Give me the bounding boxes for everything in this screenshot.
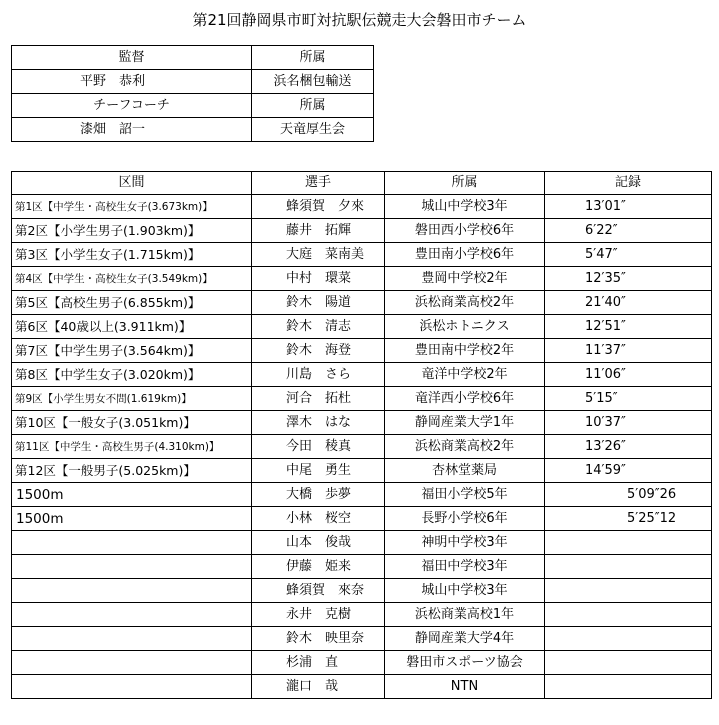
staff-row [12, 118, 374, 142]
team-cell: 静岡産業大学4年 [385, 627, 545, 651]
team-cell: 浜松商業高校2年 [385, 435, 545, 459]
record-cell: 6′22″ [545, 219, 712, 243]
page-title: 第21回静岡県市町対抗駅伝競走大会磐田市チーム [192, 11, 527, 29]
section-cell: 第6区【40歳以上(3.911km)】 [12, 315, 252, 339]
section-cell: 第8区【中学生女子(3.020km)】 [12, 363, 252, 387]
team-cell: 竜洋西小学校6年 [385, 387, 545, 411]
staff-row [12, 94, 374, 118]
record-cell [545, 627, 712, 651]
staff-affiliation: 天竜厚生会 [252, 118, 374, 142]
table-row [12, 459, 712, 483]
record-cell [545, 651, 712, 675]
record-cell: 11′37″ [545, 339, 712, 363]
section-cell [12, 531, 252, 555]
staff-role-label: 監督 [12, 46, 252, 70]
record-cell: 12′51″ [545, 315, 712, 339]
table-row [12, 195, 712, 219]
runner-cell: 山本 俊哉 [252, 531, 385, 555]
team-cell: 浜松ホトニクス [385, 315, 545, 339]
header-record: 記録 [545, 172, 712, 195]
record-cell: 13′01″ [545, 195, 712, 219]
record-cell: 5′47″ [545, 243, 712, 267]
record-cell: 10′37″ [545, 411, 712, 435]
runner-cell: 河合 拓杜 [252, 387, 385, 411]
table-row [12, 291, 712, 315]
header-team: 所属 [385, 172, 545, 195]
record-cell: 14′59″ [545, 459, 712, 483]
team-cell: 豊田南小学校6年 [385, 243, 545, 267]
staff-name: 平野 恭利 [12, 70, 252, 94]
section-cell: 第1区【中学生・高校生女子(3.673km)】 [12, 195, 252, 219]
record-cell: 5′09″26 [545, 483, 712, 507]
team-roster-table [11, 171, 712, 699]
runner-cell: 藤井 拓輝 [252, 219, 385, 243]
runner-cell: 中村 環菜 [252, 267, 385, 291]
runner-cell: 伊藤 姫来 [252, 555, 385, 579]
runner-cell: 永井 克樹 [252, 603, 385, 627]
team-cell: 城山中学校3年 [385, 195, 545, 219]
section-cell: 第2区【小学生男子(1.903km)】 [12, 219, 252, 243]
table-row [12, 267, 712, 291]
runner-cell: 杉浦 直 [252, 651, 385, 675]
header-section: 区間 [12, 172, 252, 195]
runner-cell: 鈴木 陽道 [252, 291, 385, 315]
section-cell: 第3区【小学生女子(1.715km)】 [12, 243, 252, 267]
section-cell: 第5区【高校生男子(6.855km)】 [12, 291, 252, 315]
section-cell: 1500m [12, 507, 252, 531]
record-cell: 11′06″ [545, 363, 712, 387]
roster-header-row [12, 172, 712, 195]
runner-cell: 小林 桜空 [252, 507, 385, 531]
record-cell: 21′40″ [545, 291, 712, 315]
team-cell: 磐田西小学校6年 [385, 219, 545, 243]
team-cell: 神明中学校3年 [385, 531, 545, 555]
team-cell: 磐田市スポーツ協会 [385, 651, 545, 675]
section-cell: 1500m [12, 483, 252, 507]
section-cell: 第4区【中学生・高校生女子(3.549km)】 [12, 267, 252, 291]
record-cell [545, 579, 712, 603]
staff-role-label: チーフコーチ [12, 94, 252, 118]
section-cell [12, 579, 252, 603]
team-cell: 静岡産業大学1年 [385, 411, 545, 435]
runner-cell: 大庭 菜南美 [252, 243, 385, 267]
record-cell [545, 603, 712, 627]
table-row [12, 651, 712, 675]
record-cell [545, 531, 712, 555]
staff-name: 漆畑 詔一 [12, 118, 252, 142]
runner-cell: 蜂須賀 夕來 [252, 195, 385, 219]
team-cell: NTN [385, 675, 545, 699]
team-cell: 浜松商業高校1年 [385, 603, 545, 627]
team-cell: 杏林堂薬局 [385, 459, 545, 483]
runner-cell: 蜂須賀 來奈 [252, 579, 385, 603]
table-row [12, 339, 712, 363]
staff-row [12, 46, 374, 70]
table-row [12, 555, 712, 579]
record-cell [545, 555, 712, 579]
team-cell: 長野小学校6年 [385, 507, 545, 531]
table-row [12, 435, 712, 459]
table-row [12, 315, 712, 339]
table-row [12, 531, 712, 555]
staff-row [12, 70, 374, 94]
runner-cell: 鈴木 清志 [252, 315, 385, 339]
staff-affiliation: 浜名梱包輸送 [252, 70, 374, 94]
staff-affiliation-label: 所属 [252, 94, 374, 118]
table-row [12, 219, 712, 243]
team-cell: 福田小学校5年 [385, 483, 545, 507]
section-cell [12, 603, 252, 627]
staff-affiliation-label: 所属 [252, 46, 374, 70]
team-cell: 福田中学校3年 [385, 555, 545, 579]
table-row [12, 243, 712, 267]
section-cell [12, 651, 252, 675]
table-row [12, 603, 712, 627]
table-row [12, 363, 712, 387]
table-row [12, 411, 712, 435]
runner-cell: 瀧口 哉 [252, 675, 385, 699]
runner-cell: 澤木 はな [252, 411, 385, 435]
runner-cell: 大橋 歩夢 [252, 483, 385, 507]
section-cell: 第9区【小学生男女不問(1.619km)】 [12, 387, 252, 411]
table-row [12, 675, 712, 699]
section-cell: 第7区【中学生男子(3.564km)】 [12, 339, 252, 363]
record-cell: 5′15″ [545, 387, 712, 411]
header-runner: 選手 [252, 172, 385, 195]
table-row [12, 579, 712, 603]
section-cell: 第10区【一般女子(3.051km)】 [12, 411, 252, 435]
record-cell [545, 675, 712, 699]
record-cell: 13′26″ [545, 435, 712, 459]
team-cell: 豊田南中学校2年 [385, 339, 545, 363]
table-row [12, 627, 712, 651]
runner-cell: 鈴木 映里奈 [252, 627, 385, 651]
table-row [12, 387, 712, 411]
section-cell [12, 555, 252, 579]
section-cell: 第11区【中学生・高校生男子(4.310km)】 [12, 435, 252, 459]
record-cell: 12′35″ [545, 267, 712, 291]
team-cell: 城山中学校3年 [385, 579, 545, 603]
section-cell [12, 627, 252, 651]
table-row [12, 483, 712, 507]
staff-table [11, 45, 374, 142]
runner-cell: 中尾 勇生 [252, 459, 385, 483]
table-row [12, 507, 712, 531]
runner-cell: 川島 さら [252, 363, 385, 387]
section-cell: 第12区【一般男子(5.025km)】 [12, 459, 252, 483]
runner-cell: 鈴木 海登 [252, 339, 385, 363]
team-cell: 豊岡中学校2年 [385, 267, 545, 291]
record-cell: 5′25″12 [545, 507, 712, 531]
runner-cell: 今田 稜真 [252, 435, 385, 459]
team-cell: 浜松商業高校2年 [385, 291, 545, 315]
team-cell: 竜洋中学校2年 [385, 363, 545, 387]
section-cell [12, 675, 252, 699]
